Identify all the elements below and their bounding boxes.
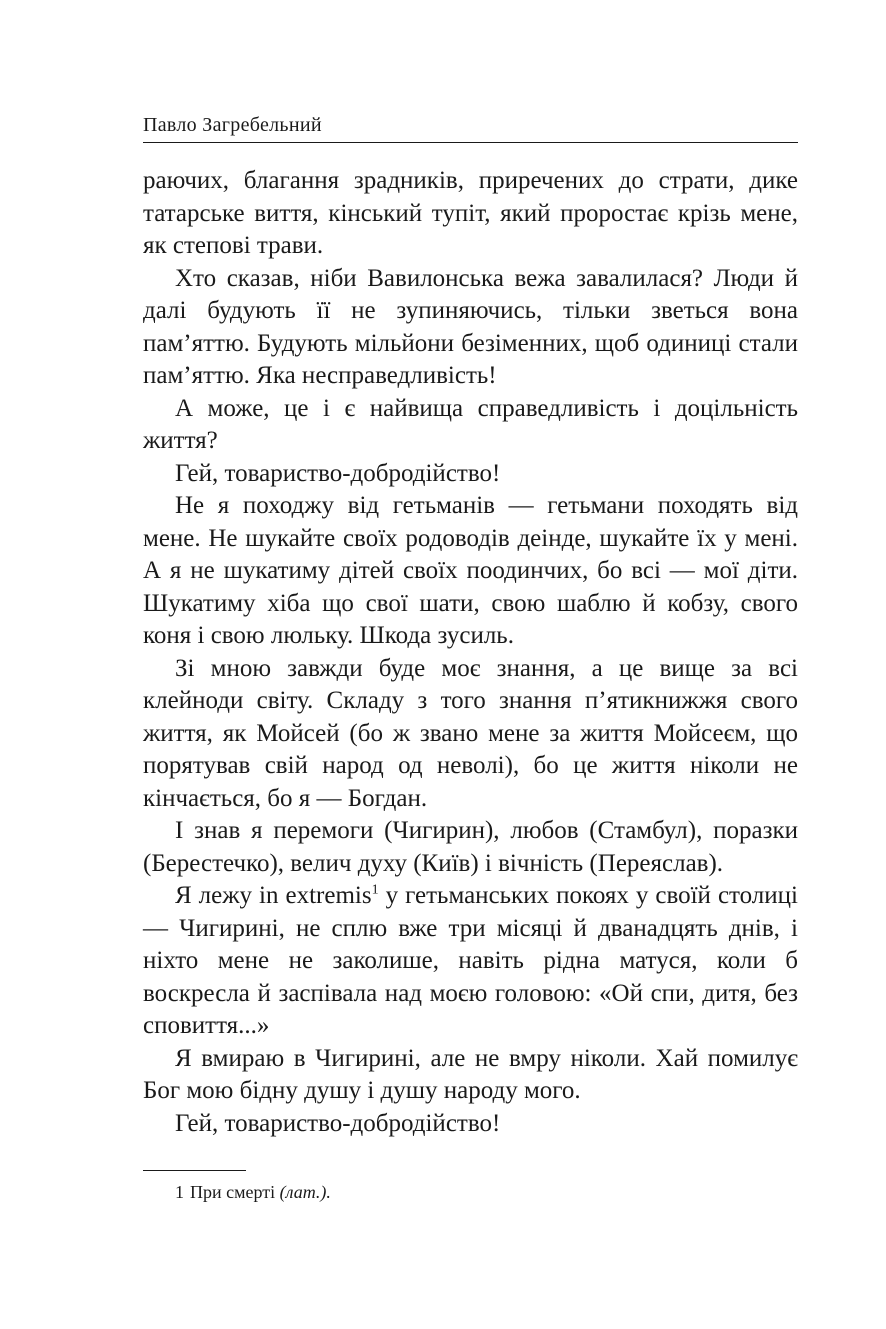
paragraph: Не я походжу від гетьманів — гетьмани походять від мене. Не шукайте своїх родоводів деінде, шукайте їх у мені. А я не шукатиму дітей своїх поодинчих, бо всі — мої діти. Шукатиму хіба що свої шати, свою шаблю й кобзу, свого коня і свою люльку. Шкода зусиль.: [143, 492, 798, 649]
footnote: [143, 1180, 798, 1204]
running-head-author: Павло Загребельний: [143, 112, 798, 143]
footnote-reference: 1: [371, 882, 379, 898]
footnote-text: При смерті: [190, 1182, 276, 1202]
paragraph-text-start: Я лежу in extremis: [175, 882, 372, 909]
body-text: [143, 165, 798, 1140]
paragraph-with-footnote: [143, 880, 798, 1043]
paragraph: Зі мною завжди буде моє знання, а це вище за всі клейноди світу. Складу з того знання п’ятикнижжя свого життя, як Мойсей (бо ж звано мене за життя Мойсеєм, що порятував свій народ од неволі), бо це життя ніколи не кінчається, бо я — Богдан.: [143, 654, 798, 812]
footnote-separator: [143, 1170, 246, 1171]
footnote-number: 1: [175, 1182, 184, 1202]
book-page: [143, 112, 798, 1204]
paragraph: Я вмираю в Чигирині, але не вмру ніколи. Хай помилує Бог мою бідну душу і душу народу мого.: [143, 1044, 798, 1104]
paragraph: І знав я перемоги (Чигирин), любов (Стамбул), поразки (Берестечко), велич духу (Київ) і вічність (Переяслав).: [143, 817, 798, 877]
paragraph: Гей, товариство-добродійство!: [175, 459, 501, 487]
paragraph: Хто сказав, ніби Вавилонська вежа завалилася? Люди й далі будують її не зупиняючись, тільки зветься вона пам’яттю. Будують мільйони безіменних, щоб одиниці стали пам’яттю. Яка несправедливість!: [143, 264, 798, 389]
paragraph: раючих, благання зрадників, приречених до страти, дике татарське виття, кінський тупіт, який проростає крізь мене, як степові трави.: [143, 167, 798, 259]
paragraph-text-end: у гетьманських покоях у своїй столиці — Чигирині, не сплю вже три місяці й дванадцять днів, і ніхто мене не заколише, навіть рідна матуся, коли б воскресла й заспівала над моєю головою: «Ой спи, дитя, без сповиття...»: [143, 882, 798, 1039]
paragraph: Гей, товариство-добродійство!: [175, 1109, 501, 1137]
footnote-language-abbr: (лат.).: [279, 1182, 331, 1202]
paragraph: А може, це і є найвища справедливість і доцільність життя?: [143, 394, 798, 454]
